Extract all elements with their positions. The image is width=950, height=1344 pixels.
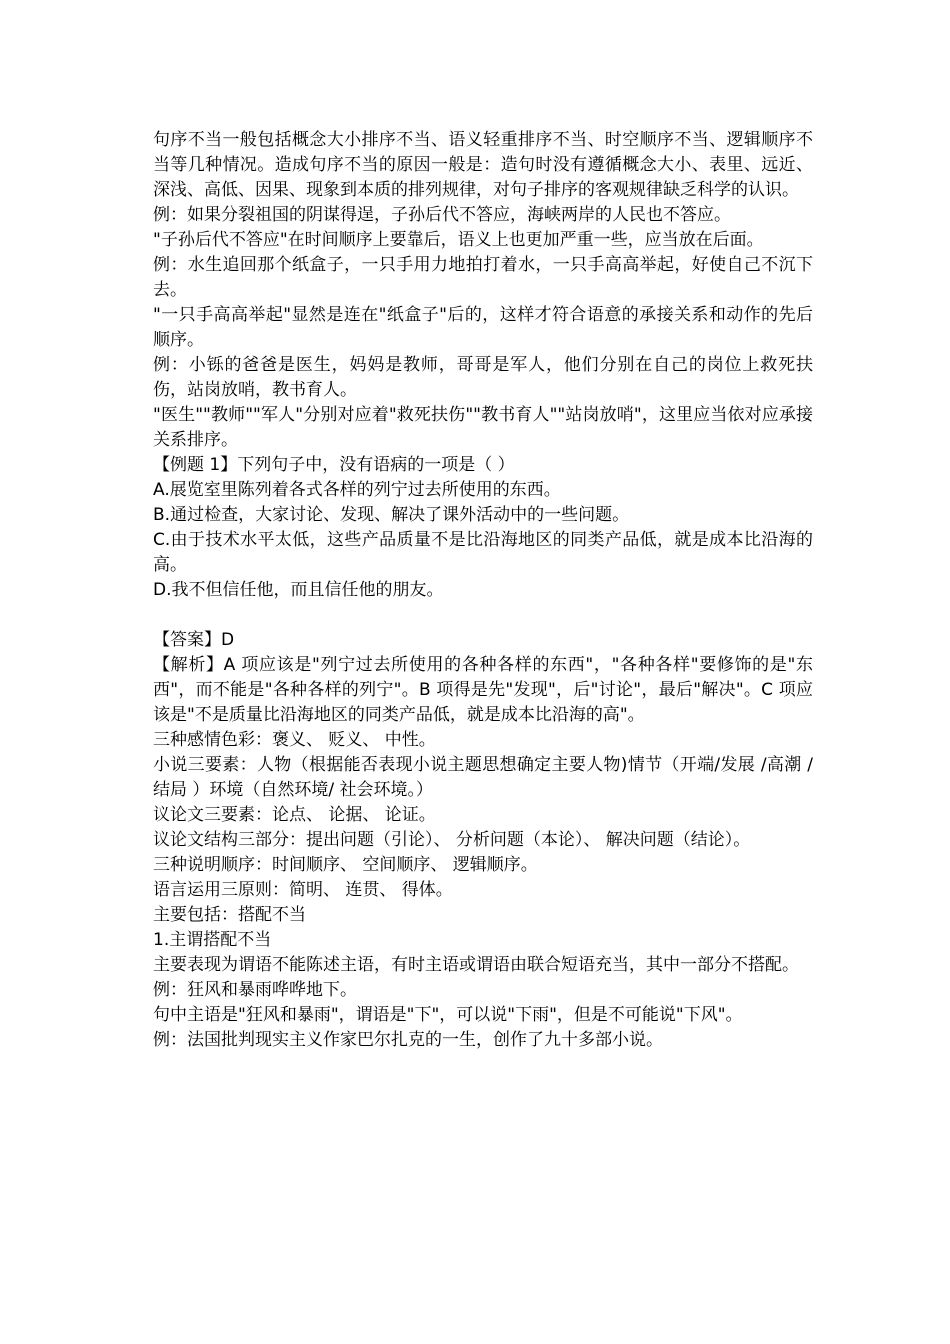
explanation-orders: 三种说明顺序：时间顺序、 空间顺序、 逻辑顺序。 <box>153 855 538 875</box>
subject-predicate-description: 主要表现为谓语不能陈述主语，有时主语或谓语由联合短语充当，其中一部分不搭配。 <box>153 955 799 975</box>
explanation-2: "一只手高高举起"显然是连在"纸盒子"后的，这样才符合语意的承接关系和动作的先后顺序。 <box>153 305 813 350</box>
example-sentence-3: 例：小铄的爸爸是医生，妈妈是教师，哥哥是军人，他们分别在自己的岗位上救死扶伤，站岗放哨，教书育人。 <box>153 355 813 400</box>
argument-structure: 议论文结构三部分：提出问题（引论）、 分析问题（本论）、 解决问题（结论）。 <box>153 830 751 850</box>
language-principles: 语言运用三原则：简明、 连贯、 得体。 <box>153 880 453 900</box>
intro-paragraph: 句序不当一般包括概念大小排序不当、语义轻重排序不当、时空顺序不当、逻辑顺序不当等几种情况。造成句序不当的原因一般是：造句时没有遵循概念大小、表里、远近、深浅、高低、因果、现象到本质的排列规律，对句子排序的客观规律缺乏科学的认识。 <box>153 130 813 200</box>
option-a: A.展览室里陈列着各式各样的列宁过去所使用的东西。 <box>153 480 561 500</box>
option-d: D.我不但信任他，而且信任他的朋友。 <box>153 580 444 600</box>
novel-elements: 小说三要素：人物（根据能否表现小说主题思想确定主要人物)情节（开端/发展 /高潮 /结局 ）环境（自然环境/ 社会环境。） <box>153 755 813 800</box>
example-sentence-5: 例：法国批判现实主义作家巴尔扎克的一生，创作了九十多部小说。 <box>153 1030 663 1050</box>
analysis-paragraph: 【解析】A 项应该是"列宁过去所使用的各种各样的东西"，"各种各样"要修饰的是"东西"，而不能是"各种各样的列宁"。B 项得是先"发现"，后"讨论"，最后"解决"。C 项应该是"不是质量比沿海地区的同类产品低，就是成本比沿海的高"。 <box>153 655 813 725</box>
exercise-question: 【例题 1】下列句子中，没有语病的一项是（ ） <box>153 455 515 475</box>
explanation-1: "子孙后代不答应"在时间顺序上要靠后，语义上也更加严重一些，应当放在后面。 <box>153 230 764 250</box>
option-b: B.通过检查，大家讨论、发现、解决了课外活动中的一些问题。 <box>153 505 630 525</box>
example-sentence-4: 例：狂风和暴雨哗哗地下。 <box>153 980 357 1000</box>
explanation-3: "医生""教师""军人"分别对应着"救死扶伤""教书育人""站岗放哨"，这里应当依对应承接关系排序。 <box>153 405 813 450</box>
document-page <box>153 128 813 1053</box>
answer-line: 【答案】D <box>153 630 235 650</box>
emotion-colors: 三种感情色彩：褒义、 贬义、 中性。 <box>153 730 436 750</box>
explanation-4: 句中主语是"狂风和暴雨"，谓语是"下"，可以说"下雨"，但是不可能说"下风"。 <box>153 1005 743 1025</box>
option-c: C.由于技术水平太低，这些产品质量不是比沿海地区的同类产品低，就是成本比沿海的高。 <box>153 530 813 575</box>
argument-elements: 议论文三要素：论点、 论据、 论证。 <box>153 805 436 825</box>
main-includes: 主要包括：搭配不当 <box>153 905 306 925</box>
example-sentence-2: 例：水生追回那个纸盒子，一只手用力地拍打着水，一只手高高举起，好使自己不沉下去。 <box>153 255 813 300</box>
section-heading-subject-predicate: 1.主谓搭配不当 <box>153 930 272 950</box>
example-sentence-1: 例：如果分裂祖国的阴谋得逞，子孙后代不答应，海峡两岸的人民也不答应。 <box>153 205 731 225</box>
blank-line <box>153 603 813 628</box>
